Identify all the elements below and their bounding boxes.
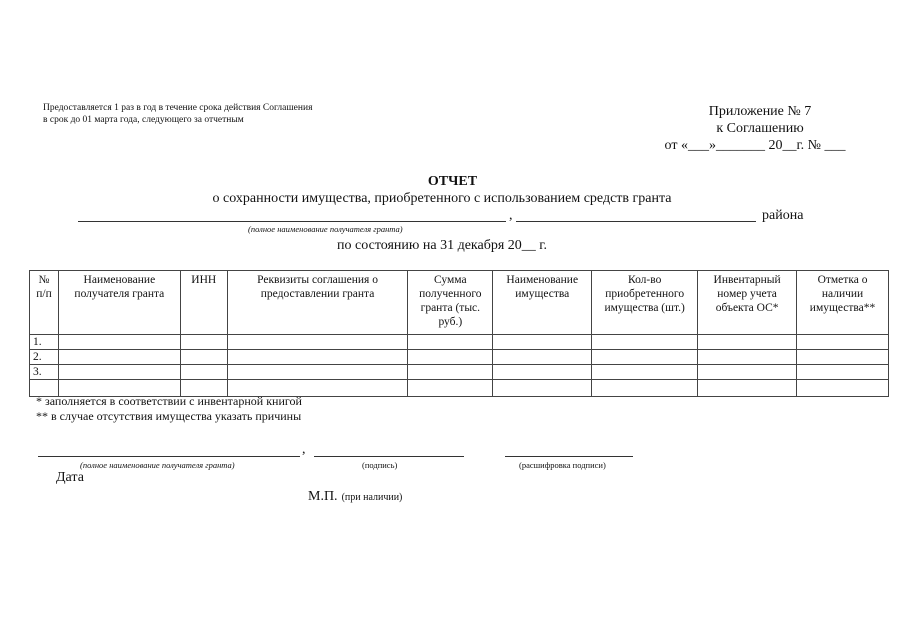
cell[interactable] [698, 365, 797, 380]
cell[interactable] [592, 365, 698, 380]
cell[interactable] [493, 350, 592, 365]
cell[interactable] [58, 335, 180, 350]
col-availability-mark: Отметка о наличии имущества** [797, 271, 889, 335]
cell[interactable] [408, 335, 493, 350]
property-table [29, 270, 889, 397]
cell[interactable] [58, 350, 180, 365]
col-recipient-name: Наименование получателя гранта [58, 271, 180, 335]
signature-recipient-line[interactable] [38, 456, 300, 457]
cell[interactable] [227, 365, 408, 380]
cell[interactable] [797, 365, 889, 380]
cell[interactable] [698, 335, 797, 350]
cell[interactable] [227, 350, 408, 365]
cell[interactable] [592, 335, 698, 350]
table-row [30, 365, 889, 380]
signature-decoding-line[interactable] [505, 456, 633, 457]
col-grant-amount: Сумма полученного гранта (тыс. руб.) [408, 271, 493, 335]
row-number: 1. [30, 335, 59, 350]
cell[interactable] [408, 350, 493, 365]
as-of-date: по состоянию на 31 декабря 20__ г. [337, 238, 547, 253]
seal-label: М.П. [308, 489, 338, 504]
col-number: № п/п [30, 271, 59, 335]
recipient-comma: , [509, 208, 513, 223]
seal-block [308, 487, 402, 505]
cell[interactable] [797, 380, 889, 397]
col-property-quantity: Кол-во приобретенного имущества (шт.) [592, 271, 698, 335]
cell[interactable] [493, 365, 592, 380]
annex-number: Приложение № 7 [708, 104, 812, 119]
signature-decoding-hint: (расшифровка подписи) [519, 460, 606, 470]
table-row [30, 350, 889, 365]
report-title: ОТЧЕТ [427, 174, 478, 189]
signature-line[interactable] [314, 456, 464, 457]
cell[interactable] [698, 350, 797, 365]
col-property-name: Наименование имущества [493, 271, 592, 335]
district-label: района [762, 208, 804, 223]
recipient-name-line[interactable] [78, 221, 506, 222]
table-header-row [30, 271, 889, 335]
cell[interactable] [180, 335, 227, 350]
cell[interactable] [493, 380, 592, 397]
submission-note-line1: Предоставляется 1 раз в год в течение срока действия Соглашения [43, 103, 313, 113]
cell[interactable] [493, 335, 592, 350]
footnote-absence: ** в случае отсутствия имущества указать причины [36, 409, 302, 423]
signature-hint: (подпись) [362, 460, 398, 470]
date-label: Дата [56, 470, 84, 485]
cell[interactable] [227, 335, 408, 350]
footnote-inventory: * заполняется в соответствии с инвентарной книгой [36, 394, 302, 408]
col-inn: ИНН [180, 271, 227, 335]
report-subtitle: о сохранности имущества, приобретенного с использованием средств гранта [212, 191, 672, 206]
cell[interactable] [180, 350, 227, 365]
cell[interactable] [797, 335, 889, 350]
cell[interactable] [698, 380, 797, 397]
cell[interactable] [592, 380, 698, 397]
row-number: 3. [30, 365, 59, 380]
recipient-hint: (полное наименование получателя гранта) [248, 224, 403, 234]
cell[interactable] [180, 365, 227, 380]
annex-date-number: от «___»_______ 20__г. № ___ [664, 138, 846, 153]
cell[interactable] [408, 380, 493, 397]
annex-agreement: к Соглашению [716, 121, 804, 136]
cell[interactable] [58, 365, 180, 380]
signature-comma: , [302, 442, 306, 457]
seal-note: (при наличии) [341, 492, 403, 503]
signature-recipient-hint: (полное наименование получателя гранта) [80, 460, 235, 470]
cell[interactable] [592, 350, 698, 365]
col-agreement-details: Реквизиты соглашения о предоставлении гранта [227, 271, 408, 335]
row-number: 2. [30, 350, 59, 365]
col-inventory-number: Инвентарный номер учета объекта ОС* [698, 271, 797, 335]
cell[interactable] [797, 350, 889, 365]
submission-note-line2: в срок до 01 марта года, следующего за отчетным [43, 115, 244, 125]
district-name-line[interactable] [516, 221, 756, 222]
table-row [30, 335, 889, 350]
cell[interactable] [408, 365, 493, 380]
